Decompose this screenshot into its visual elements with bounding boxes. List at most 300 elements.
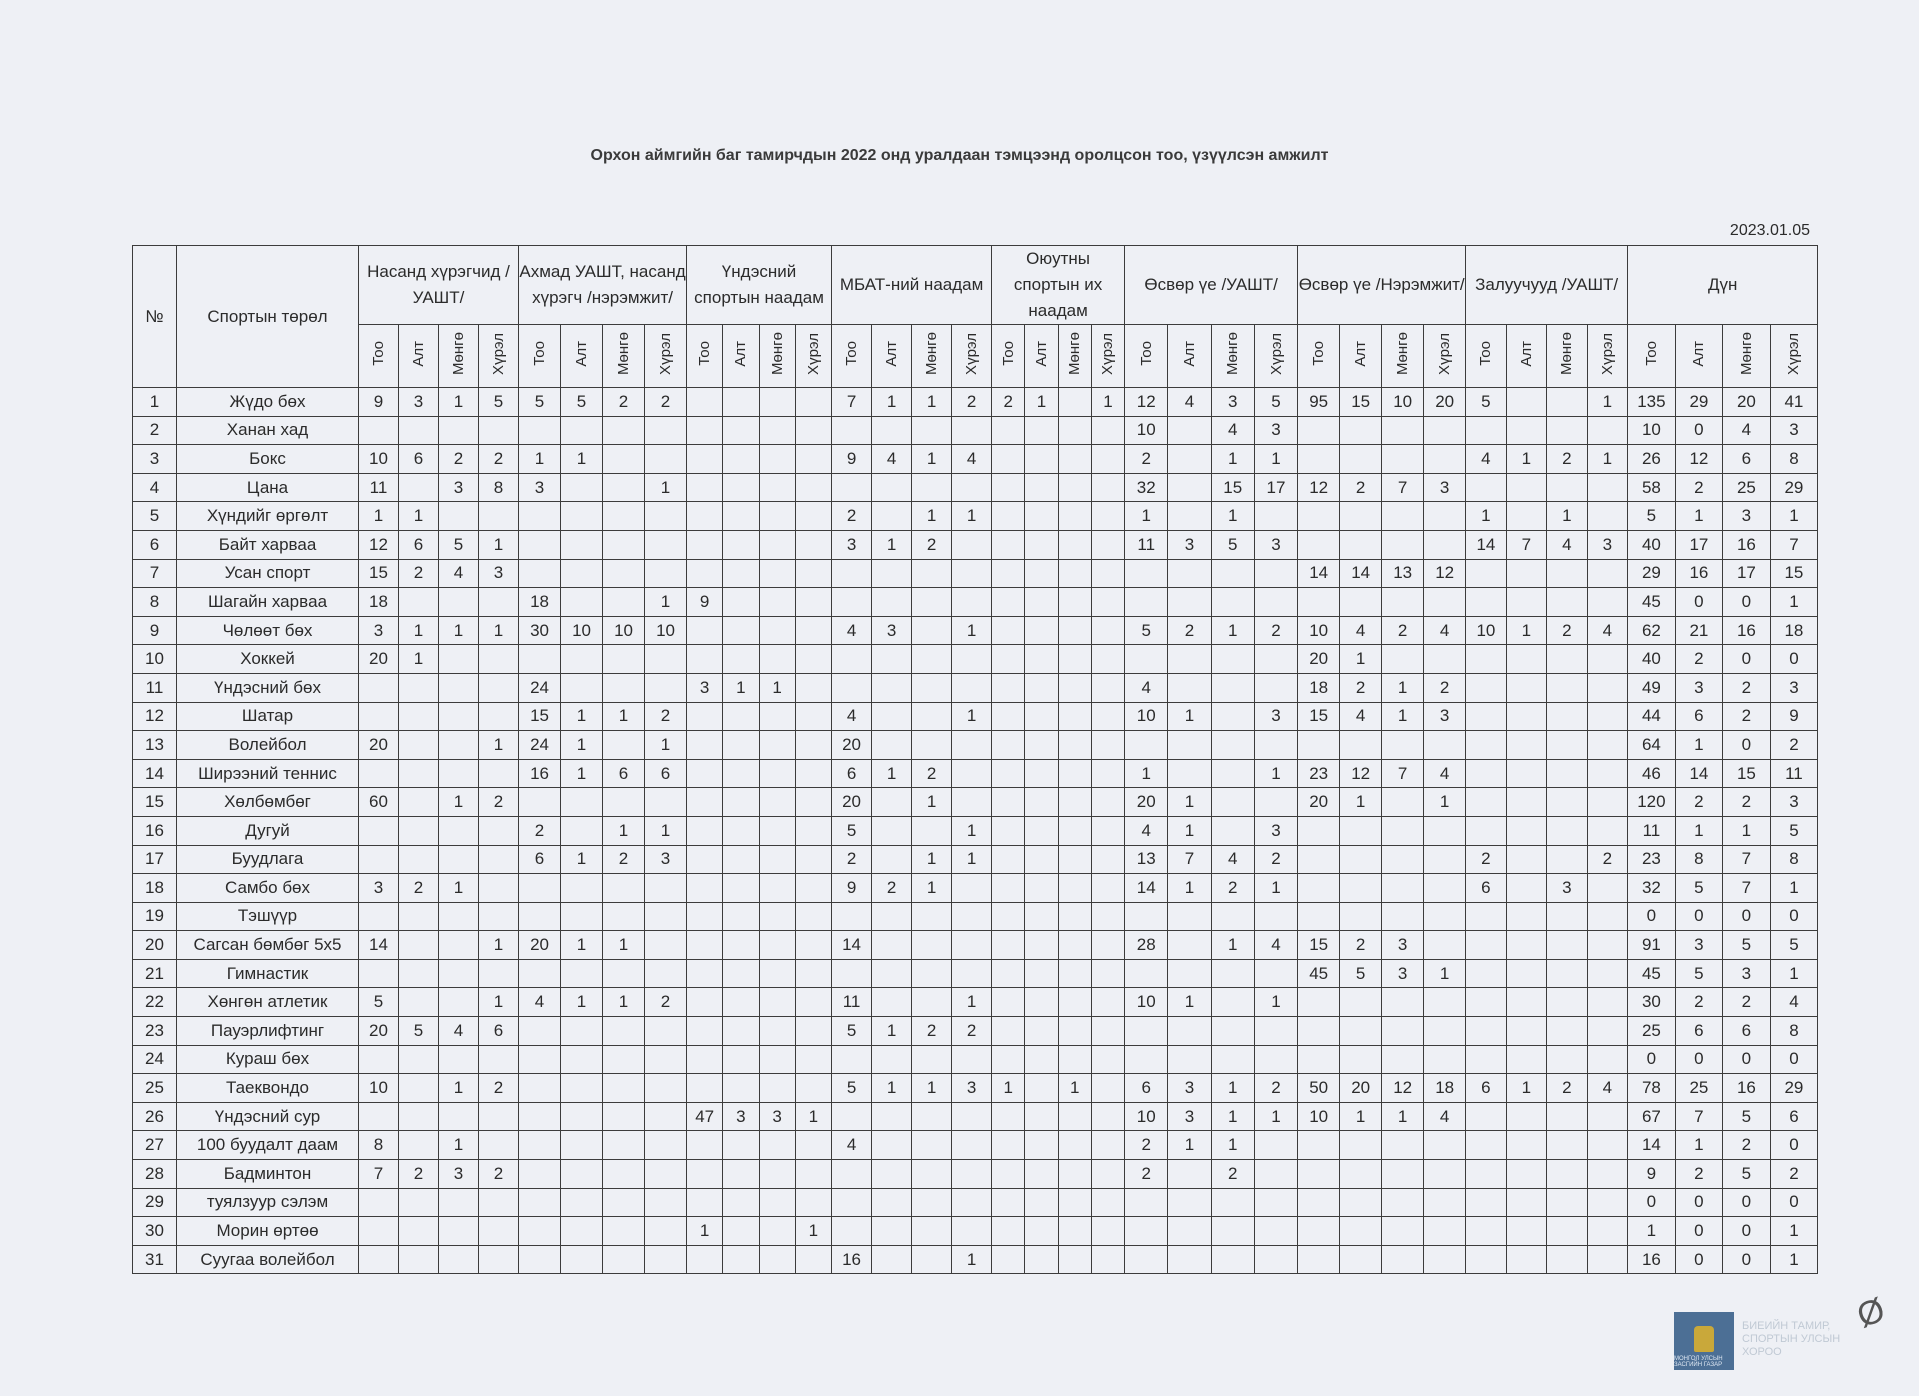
table-cell [912, 702, 952, 731]
table-cell: 2 [1168, 616, 1211, 645]
table-cell [1168, 759, 1211, 788]
sport-name: Хүндийг өргөлт [177, 502, 359, 531]
table-cell [795, 445, 831, 474]
sub-header-cell [992, 325, 1025, 388]
table-cell: 14 [1675, 759, 1723, 788]
table-cell: 3 [1770, 788, 1818, 817]
table-cell [687, 416, 723, 445]
table-cell: 15 [519, 702, 561, 731]
table-cell [723, 416, 759, 445]
table-cell: 2 [1723, 702, 1771, 731]
table-cell [1298, 445, 1340, 474]
table-cell [645, 931, 687, 960]
table-cell [1382, 845, 1424, 874]
table-cell: 6 [832, 759, 872, 788]
table-cell: 1 [952, 988, 992, 1017]
table-cell [1466, 759, 1507, 788]
table-cell: 1 [399, 645, 439, 674]
table-cell [439, 673, 479, 702]
table-cell: 5 [1675, 874, 1723, 903]
table-cell [1125, 959, 1168, 988]
table-cell [1025, 931, 1058, 960]
table-cell [687, 931, 723, 960]
table-cell: 1 [1254, 759, 1297, 788]
table-row [133, 473, 1818, 502]
table-cell [479, 1102, 519, 1131]
table-cell [439, 502, 479, 531]
table-cell: 3 [1587, 530, 1628, 559]
table-cell [439, 816, 479, 845]
table-cell [1547, 1045, 1588, 1074]
table-cell [1025, 1217, 1058, 1246]
table-cell: 5 [519, 388, 561, 417]
table-cell: 10 [359, 445, 399, 474]
table-cell: 14 [1628, 1131, 1676, 1160]
table-cell: 15 [1211, 473, 1254, 502]
table-cell: 1 [912, 845, 952, 874]
table-cell [519, 1102, 561, 1131]
sub-header-label: Хүрэл [490, 332, 508, 375]
table-cell [1025, 988, 1058, 1017]
table-cell [1506, 845, 1547, 874]
table-cell: 44 [1628, 702, 1676, 731]
sport-name: Шатар [177, 702, 359, 731]
sub-header-cell [1424, 325, 1466, 388]
table-cell [1091, 473, 1124, 502]
table-cell: 1 [645, 588, 687, 617]
table-cell [1254, 1188, 1297, 1217]
table-cell [1058, 502, 1091, 531]
table-cell [1298, 1131, 1340, 1160]
table-cell: 2 [1382, 616, 1424, 645]
table-cell [1547, 1102, 1588, 1131]
table-cell [439, 588, 479, 617]
table-cell: 1 [479, 931, 519, 960]
table-row [133, 702, 1818, 731]
table-row [133, 616, 1818, 645]
table-cell [872, 988, 912, 1017]
table-cell [645, 559, 687, 588]
table-cell [912, 731, 952, 760]
table-cell [1466, 988, 1507, 1017]
table-cell [399, 816, 439, 845]
table-cell [1424, 1045, 1466, 1074]
table-cell: 4 [1211, 845, 1254, 874]
table-row [133, 1102, 1818, 1131]
table-cell: 2 [1547, 1074, 1588, 1103]
table-cell: 1 [399, 502, 439, 531]
table-cell: 0 [1770, 902, 1818, 931]
sport-name: Шагайн харвaa [177, 588, 359, 617]
table-cell [687, 1245, 723, 1274]
table-cell [1254, 788, 1297, 817]
table-cell [1298, 1245, 1340, 1274]
table-cell [603, 731, 645, 760]
table-cell: 0 [1723, 588, 1771, 617]
table-cell [439, 731, 479, 760]
table-cell: 5 [1770, 816, 1818, 845]
table-cell [479, 673, 519, 702]
table-cell [1587, 1188, 1628, 1217]
table-cell: 6 [1770, 1102, 1818, 1131]
table-cell [561, 1074, 603, 1103]
table-cell [992, 502, 1025, 531]
sport-name: Морин өртөө [177, 1217, 359, 1246]
table-cell: 1 [1675, 1131, 1723, 1160]
table-cell: 6 [399, 530, 439, 559]
table-cell: 2 [399, 874, 439, 903]
table-cell: 5 [1770, 931, 1818, 960]
table-cell [1382, 530, 1424, 559]
table-cell [992, 988, 1025, 1017]
table-cell [992, 1102, 1025, 1131]
table-cell [1466, 559, 1507, 588]
table-cell [1587, 959, 1628, 988]
table-cell [1168, 559, 1211, 588]
table-cell: 0 [1723, 1045, 1771, 1074]
table-cell [479, 816, 519, 845]
sub-header-label: Алт [410, 340, 427, 367]
handwritten-mark: Ø [1852, 1290, 1890, 1336]
table-cell [479, 1217, 519, 1246]
table-cell [912, 645, 952, 674]
table-cell [1506, 388, 1547, 417]
table-cell [687, 988, 723, 1017]
table-cell [1424, 988, 1466, 1017]
table-cell: 2 [645, 702, 687, 731]
table-cell [1091, 616, 1124, 645]
table-cell: 1 [952, 1245, 992, 1274]
table-cell [1466, 1188, 1507, 1217]
table-cell [1025, 588, 1058, 617]
table-cell [723, 559, 759, 588]
table-cell [952, 416, 992, 445]
table-cell [1587, 502, 1628, 531]
table-cell: 23 [1298, 759, 1340, 788]
table-cell [687, 874, 723, 903]
table-cell [359, 416, 399, 445]
table-cell [1091, 559, 1124, 588]
table-cell [1547, 1245, 1588, 1274]
sub-header-label: Тоо [531, 341, 549, 366]
table-cell [687, 1160, 723, 1189]
table-cell [687, 702, 723, 731]
table-cell [832, 473, 872, 502]
row-number: 27 [133, 1131, 177, 1160]
table-cell [1254, 1017, 1297, 1046]
table-cell: 3 [872, 616, 912, 645]
row-number: 5 [133, 502, 177, 531]
table-cell [1547, 1188, 1588, 1217]
table-cell [1424, 731, 1466, 760]
table-cell [992, 816, 1025, 845]
sub-header-cell [1675, 325, 1723, 388]
table-cell [1298, 731, 1340, 760]
table-cell [795, 1245, 831, 1274]
table-cell [1211, 673, 1254, 702]
table-cell [992, 559, 1025, 588]
table-cell: 2 [479, 1074, 519, 1103]
table-cell [1382, 788, 1424, 817]
table-cell [479, 1045, 519, 1074]
table-cell [1254, 1217, 1297, 1246]
table-cell: 1 [1424, 959, 1466, 988]
table-cell [1254, 502, 1297, 531]
table-cell: 5 [1723, 931, 1771, 960]
table-cell: 25 [1723, 473, 1771, 502]
table-cell [1466, 588, 1507, 617]
table-cell [1466, 902, 1507, 931]
sport-name: Суугаа волейбол [177, 1245, 359, 1274]
table-cell [1506, 1188, 1547, 1217]
table-cell: 20 [1298, 645, 1340, 674]
table-cell [1125, 559, 1168, 588]
table-cell: 21 [1675, 616, 1723, 645]
table-cell [439, 959, 479, 988]
header-group: Өсвөр үе /Нэрэмжит/ [1298, 246, 1466, 325]
table-cell [1058, 388, 1091, 417]
table-cell [439, 645, 479, 674]
table-cell: 0 [1675, 416, 1723, 445]
table-cell [723, 1017, 759, 1046]
table-cell [795, 673, 831, 702]
table-cell [399, 902, 439, 931]
table-cell: 3 [439, 473, 479, 502]
table-cell [759, 1160, 795, 1189]
table-cell [723, 702, 759, 731]
table-cell [1547, 473, 1588, 502]
table-cell [1058, 788, 1091, 817]
table-cell: 14 [1466, 530, 1507, 559]
table-cell [1025, 673, 1058, 702]
table-cell [1091, 931, 1124, 960]
table-cell [992, 445, 1025, 474]
table-cell [1466, 702, 1507, 731]
row-number: 19 [133, 902, 177, 931]
table-cell: 1 [1547, 502, 1588, 531]
row-number: 31 [133, 1245, 177, 1274]
table-cell [687, 1045, 723, 1074]
table-cell: 9 [832, 874, 872, 903]
table-cell [952, 559, 992, 588]
table-cell: 1 [1340, 645, 1382, 674]
table-cell: 12 [1125, 388, 1168, 417]
table-cell [645, 530, 687, 559]
table-cell [723, 1245, 759, 1274]
table-cell: 0 [1723, 1245, 1771, 1274]
table-cell [1091, 874, 1124, 903]
table-cell: 2 [1125, 445, 1168, 474]
table-cell: 1 [1025, 388, 1058, 417]
sport-name: туялзуур сэлэм [177, 1188, 359, 1217]
table-cell [1168, 416, 1211, 445]
document-date: 2023.01.05 [1729, 222, 1810, 239]
table-cell [1466, 416, 1507, 445]
table-cell [1025, 959, 1058, 988]
table-cell [439, 988, 479, 1017]
table-cell [1340, 845, 1382, 874]
table-cell [1025, 731, 1058, 760]
table-cell [1168, 959, 1211, 988]
sub-header-label: Мөнгө [768, 332, 786, 375]
table-cell: 2 [1770, 731, 1818, 760]
table-cell: 30 [519, 616, 561, 645]
table-cell [1466, 1102, 1507, 1131]
table-cell [519, 1217, 561, 1246]
table-cell: 1 [912, 1074, 952, 1103]
sub-header-label: Хүрэл [1785, 332, 1803, 375]
table-cell [645, 902, 687, 931]
table-cell [1547, 759, 1588, 788]
table-cell: 6 [1125, 1074, 1168, 1103]
sub-header-cell [723, 325, 759, 388]
table-cell: 4 [1340, 702, 1382, 731]
table-cell: 2 [1211, 1160, 1254, 1189]
table-cell [759, 931, 795, 960]
table-cell [1058, 1245, 1091, 1274]
table-cell [479, 902, 519, 931]
table-cell [1254, 1160, 1297, 1189]
table-cell: 32 [1125, 473, 1168, 502]
table-cell [992, 1017, 1025, 1046]
table-row [133, 588, 1818, 617]
table-cell [759, 702, 795, 731]
table-cell [1091, 1131, 1124, 1160]
table-cell: 10 [1125, 702, 1168, 731]
table-cell [795, 1160, 831, 1189]
table-cell: 2 [912, 1017, 952, 1046]
table-cell [1168, 1188, 1211, 1217]
table-cell: 4 [832, 616, 872, 645]
table-cell [1382, 1188, 1424, 1217]
table-cell [1340, 1188, 1382, 1217]
table-cell [1058, 1045, 1091, 1074]
table-cell [723, 731, 759, 760]
table-cell [872, 673, 912, 702]
table-cell: 3 [1723, 959, 1771, 988]
table-cell: 6 [1675, 1017, 1723, 1046]
table-cell: 45 [1298, 959, 1340, 988]
sub-header-label: Хүрэл [1099, 332, 1117, 375]
table-row [133, 673, 1818, 702]
table-cell [645, 673, 687, 702]
table-cell [1506, 559, 1547, 588]
header-group: Өсвөр үе /УАШТ/ [1125, 246, 1298, 325]
table-cell [603, 902, 645, 931]
table-cell: 3 [1675, 673, 1723, 702]
table-cell: 0 [1675, 588, 1723, 617]
table-cell [872, 1045, 912, 1074]
table-cell [1587, 874, 1628, 903]
table-cell [759, 416, 795, 445]
table-cell [1058, 1160, 1091, 1189]
table-cell [1125, 645, 1168, 674]
table-cell [1382, 1131, 1424, 1160]
soyombo-emblem-icon [1694, 1326, 1714, 1352]
table-row [133, 988, 1818, 1017]
table-cell: 6 [1723, 1017, 1771, 1046]
table-cell [912, 1245, 952, 1274]
table-cell [952, 588, 992, 617]
table-cell: 1 [1254, 874, 1297, 903]
table-cell: 1 [795, 1102, 831, 1131]
table-cell [1091, 1045, 1124, 1074]
sub-header-cell [561, 325, 603, 388]
table-cell [1025, 1188, 1058, 1217]
row-number: 22 [133, 988, 177, 1017]
table-cell: 50 [1298, 1074, 1340, 1103]
table-cell: 1 [759, 673, 795, 702]
table-cell [992, 731, 1025, 760]
table-cell: 1 [1254, 988, 1297, 1017]
table-cell: 1 [561, 931, 603, 960]
table-cell: 3 [1254, 530, 1297, 559]
table-cell: 4 [1254, 931, 1297, 960]
table-cell: 4 [1723, 416, 1771, 445]
table-cell: 15 [1340, 388, 1382, 417]
sub-header-cell [1025, 325, 1058, 388]
table-cell [479, 959, 519, 988]
table-cell [1168, 588, 1211, 617]
table-cell: 2 [1125, 1160, 1168, 1189]
table-cell: 1 [1340, 788, 1382, 817]
table-cell [1298, 530, 1340, 559]
table-cell [603, 473, 645, 502]
sub-header-cell [1770, 325, 1818, 388]
table-cell [1025, 1074, 1058, 1103]
table-cell [1547, 1017, 1588, 1046]
table-cell: 15 [1298, 702, 1340, 731]
table-cell [1298, 902, 1340, 931]
table-cell [399, 1217, 439, 1246]
table-cell [832, 645, 872, 674]
sport-name: Пауэрлифтинг [177, 1017, 359, 1046]
table-cell [795, 502, 831, 531]
table-cell [1506, 1217, 1547, 1246]
table-cell [952, 902, 992, 931]
table-cell [1025, 502, 1058, 531]
row-number: 11 [133, 673, 177, 702]
table-cell [1091, 445, 1124, 474]
table-cell: 2 [952, 1017, 992, 1046]
table-cell: 9 [1628, 1160, 1676, 1189]
sub-header-label: Мөнгө [1737, 332, 1755, 375]
table-cell [723, 1131, 759, 1160]
table-cell: 5 [1340, 959, 1382, 988]
table-cell: 29 [1628, 559, 1676, 588]
table-cell: 7 [1168, 845, 1211, 874]
table-cell: 2 [832, 502, 872, 531]
table-cell: 1 [439, 1074, 479, 1103]
table-cell [759, 874, 795, 903]
table-cell [1340, 1245, 1382, 1274]
table-cell [359, 1217, 399, 1246]
table-cell [645, 1017, 687, 1046]
table-cell: 2 [479, 1160, 519, 1189]
table-cell: 8 [1770, 1017, 1818, 1046]
table-cell [1547, 559, 1588, 588]
table-cell [992, 702, 1025, 731]
table-cell: 1 [1675, 731, 1723, 760]
table-cell: 1 [952, 616, 992, 645]
table-cell [872, 731, 912, 760]
table-cell [1547, 788, 1588, 817]
table-cell [1025, 416, 1058, 445]
table-cell [399, 1188, 439, 1217]
table-cell [759, 902, 795, 931]
table-cell: 20 [1125, 788, 1168, 817]
table-cell: 6 [1466, 1074, 1507, 1103]
